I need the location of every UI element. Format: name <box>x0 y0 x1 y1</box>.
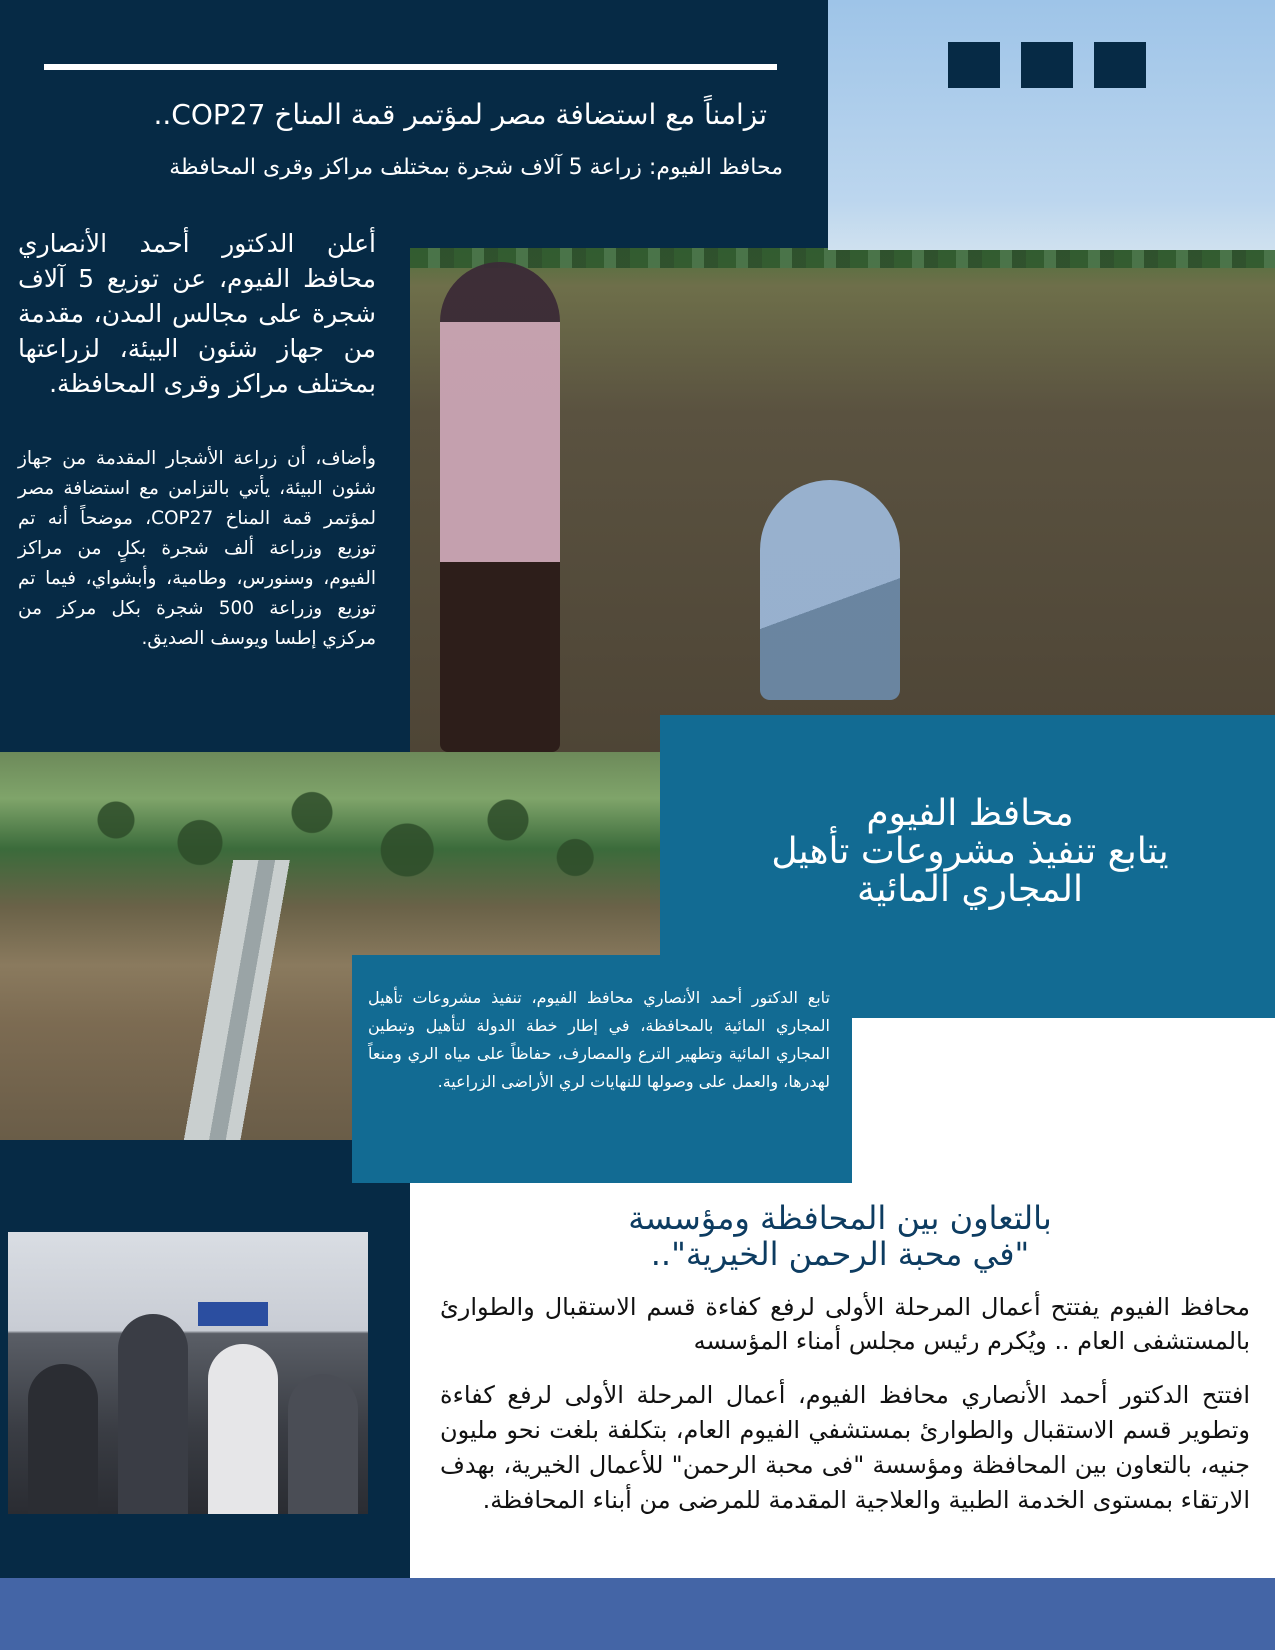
article3-title-line2: "في محبة الرحمن الخيرية".. <box>650 1235 1030 1273</box>
person-figure <box>288 1374 358 1514</box>
person-figure <box>28 1364 98 1514</box>
lined-canal <box>160 860 320 1140</box>
woman-figure <box>440 262 560 752</box>
article1-lead: أعلن الدكتور أحمد الأنصاري محافظ الفيوم، عن توزيع 5 آلاف شجرة على مجالس المدن، مقدمة من جهاز شئون البيئة، لزراعتها بمختلف مراكز وقرى المحافظة. <box>18 229 376 398</box>
aerial-palm-trees <box>60 760 620 910</box>
man-planting-figure <box>760 480 900 700</box>
article3-intro: محافظ الفيوم يفتتح أعمال المرحلة الأولى لرفع كفاءة قسم الاستقبال والطوارئ بالمستشفى العام .. ويُكرم رئيس مجلس أمناء المؤسسه <box>440 1293 1250 1355</box>
article1-subheadline: محافظ الفيوم: زراعة 5 آلاف شجرة بمختلف مراكز وقرى المحافظة <box>169 155 783 180</box>
square-icon <box>1021 42 1073 88</box>
square-icon <box>948 42 1000 88</box>
decorative-squares <box>948 42 1146 88</box>
article1-headline: تزامناً مع استضافة مصر لمؤتمر قمة المناخ COP27.. <box>153 98 767 131</box>
article2-body: تابع الدكتور أحمد الأنصاري محافظ الفيوم، تنفيذ مشروعات تأهيل المجاري المائية بالمحافظة، في إطار خطة الدولة لتأهيل وتبطين المجاري المائية وتطهير الترع والمصارف، حفاظاً على مياه الري ومنعاً لهدرها، والعمل على وصولها للنهايات لري الأراضى الزراعية. <box>368 988 830 1091</box>
hospital-opening-photo <box>8 1232 368 1514</box>
article2-title-line3: المجاري المائية <box>857 869 1083 910</box>
article3-title <box>430 1200 1250 1272</box>
article1-body: وأضاف، أن زراعة الأشجار المقدمة من جهاز شئون البيئة، يأتي بالتزامن مع استضافة مصر لمؤتمر قمة المناخ COP27، موضحاً أنه تم توزيع وزراعة ألف شجرة بكلٍ من مراكز الفيوم، وسنورس، وطامية، وأبشواي، فيما تم توزيع وزراعة 500 شجرة بكل مركز من مركزي إطسا ويوسف الصديق. <box>18 448 376 649</box>
square-icon <box>1094 42 1146 88</box>
person-figure <box>208 1344 278 1514</box>
article2-title <box>680 795 1260 909</box>
article2-title-line2: يتابع تنفيذ مشروعات تأهيل <box>771 831 1169 872</box>
wall-sign <box>198 1302 268 1326</box>
article3-title-line1: بالتعاون بين المحافظة ومؤسسة <box>628 1199 1052 1237</box>
sky-area <box>828 0 1275 250</box>
person-figure <box>118 1314 188 1514</box>
article3-body: افتتح الدكتور أحمد الأنصاري محافظ الفيوم، أعمال المرحلة الأولى لرفع كفاءة وتطوير قسم الاستقبال والطوارئ بمستشفي الفيوم العام، بتكلفة بلغت نحو مليون جنيه، بالتعاون بين المحافظة ومؤسسة "فى محبة الرحمن" للأعمال الخيرية، بهدف الارتقاء بمستوى الخدمة الطبية والعلاجية المقدمة للمرضى من أبناء المحافظة. <box>440 1381 1250 1514</box>
footer-bar <box>0 1578 1275 1650</box>
article2-title-line1: محافظ الفيوم <box>866 793 1074 834</box>
header-rule <box>44 64 777 70</box>
